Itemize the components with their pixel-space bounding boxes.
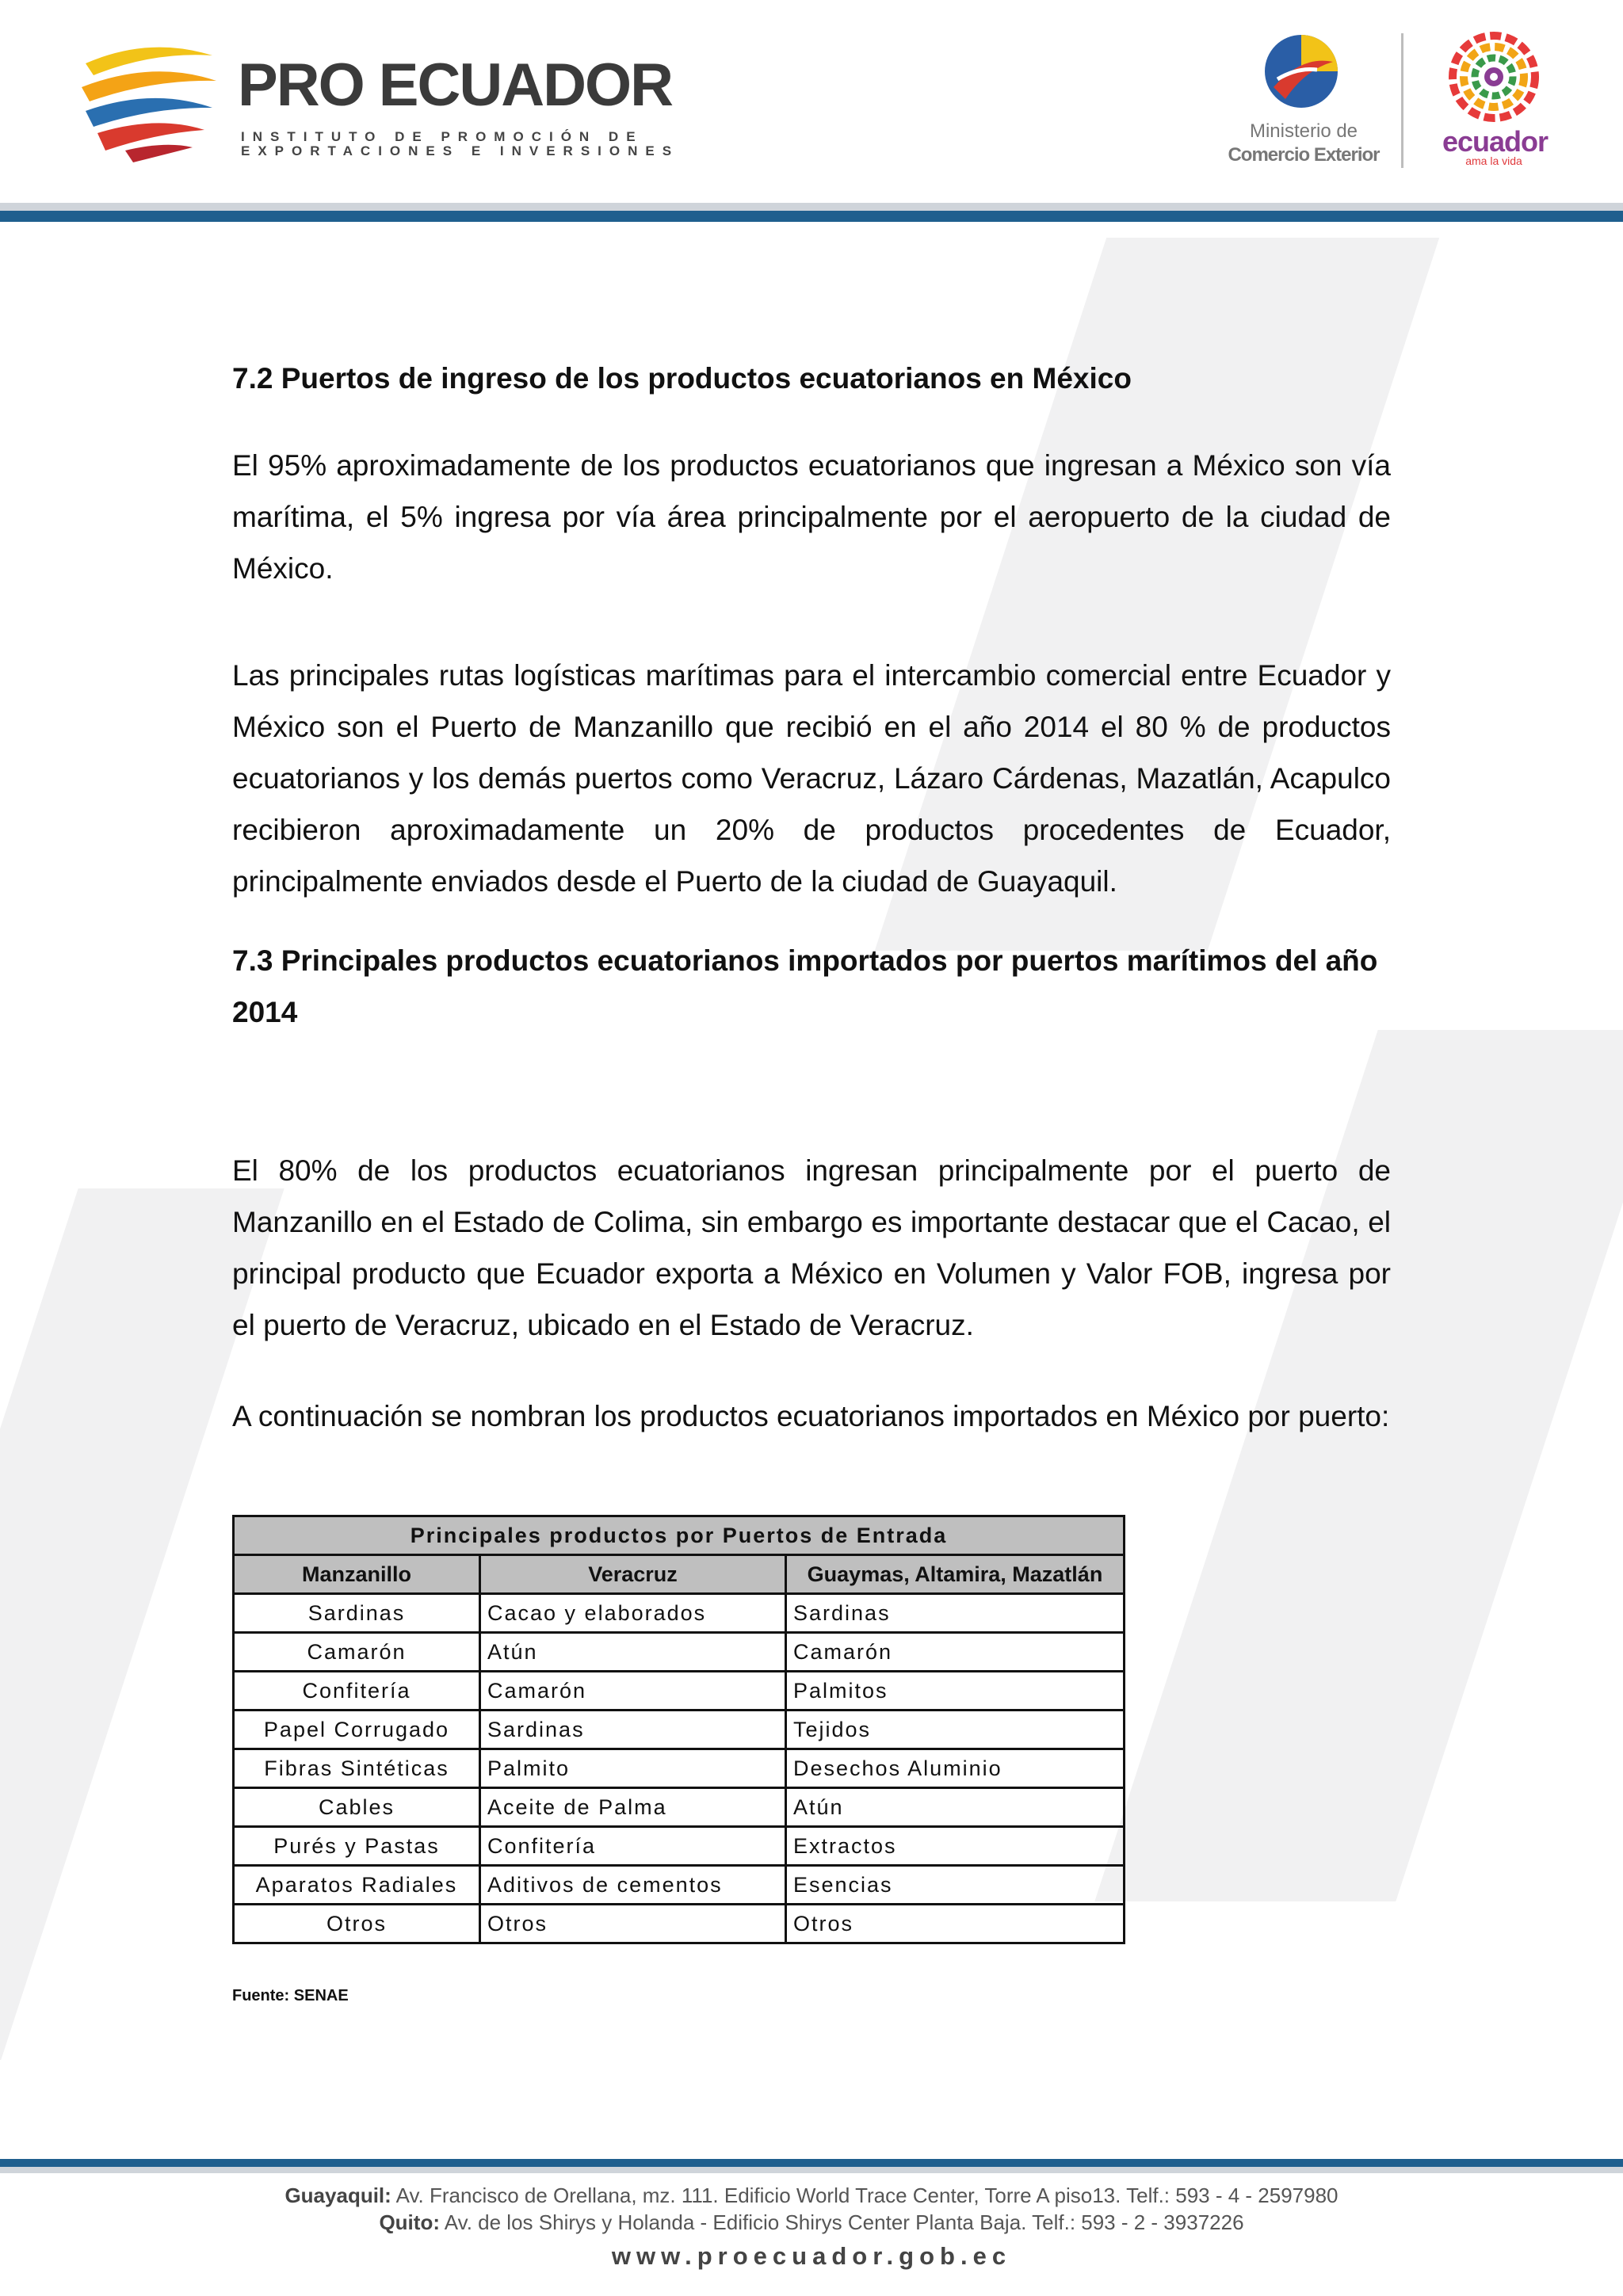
column-header-manzanillo: Manzanillo [234, 1555, 480, 1594]
table-cell: Aditivos de cementos [480, 1866, 786, 1905]
table-caption-row [234, 1516, 1125, 1555]
table-cell: Otros [234, 1905, 480, 1943]
pro-ecuador-swirl-icon [78, 32, 220, 166]
section-72-paragraph-1: El 95% aproximadamente de los productos ecuatorianos que ingresan a México son vía marítima, el 5% ingresa por vía área principalmente por el aeropuerto de la ciudad de México. [232, 449, 1391, 585]
table-cell: Purés y Pastas [234, 1827, 480, 1866]
table-cell: Cables [234, 1788, 480, 1827]
ports-products-table [232, 1515, 1125, 1944]
table-cell: Atún [480, 1633, 786, 1672]
footer-quito-text: Av. de los Shirys y Holanda - Edificio Shirys Center Planta Baja. Telf.: 593 - 2 - 3937226 [439, 2210, 1244, 2234]
section-73-paragraph-2: A continuación se nombran los productos ecuatorianos importados en México por puerto: [232, 1400, 1390, 1432]
table-cell: Sardinas [480, 1711, 786, 1749]
section-72-heading: 7.2 Puertos de ingreso de los productos ecuatorianos en México [232, 362, 1132, 395]
footer-quito-label: Quito: [379, 2210, 440, 2234]
table-row [234, 1788, 1125, 1827]
table-cell: Otros [786, 1905, 1125, 1943]
table-cell: Otros [480, 1905, 786, 1943]
table-cell: Esencias [786, 1866, 1125, 1905]
ministry-line-2: Comercio Exterior [1228, 144, 1380, 166]
section-73-heading: 7.3 Principales productos ecuatorianos importados por puertos marítimos del año 2014 [232, 944, 1378, 1028]
pro-ecuador-logo [78, 24, 680, 174]
table-cell: Sardinas [786, 1594, 1125, 1633]
table-cell: Cacao y elaborados [480, 1594, 786, 1633]
table-row [234, 1711, 1125, 1749]
footer-address-quito [0, 2210, 1623, 2235]
table-caption: Principales productos por Puertos de Entrada [234, 1516, 1125, 1555]
ministry-logo [1212, 32, 1395, 166]
section-72-paragraph-2: Las principales rutas logísticas marítimas para el intercambio comercial entre Ecuador y México son el Puerto de Manzanillo que recibió en el año 2014 el 80 % de productos ecuatorianos y los demás puertos como Veracruz, Lázaro Cárdenas, Mazatlán, Acapulco recibieron aproximadamente un 20% de productos procedentes de Ecuador, principalmente enviados desde el Puerto de la ciudad de Guayaquil. [232, 659, 1391, 898]
table-cell: Camarón [234, 1633, 480, 1672]
ecuador-ama-la-vida-logo [1442, 32, 1549, 167]
table-cell: Aparatos Radiales [234, 1866, 480, 1905]
table-row [234, 1633, 1125, 1672]
ministry-emblem-icon [1262, 32, 1341, 111]
table-cell: Extractos [786, 1827, 1125, 1866]
table-cell: Confitería [480, 1827, 786, 1866]
column-header-guaymas-altamira-mazatlan: Guaymas, Altamira, Mazatlán [786, 1555, 1125, 1594]
table-row [234, 1827, 1125, 1866]
table-cell: Papel Corrugado [234, 1711, 480, 1749]
table-cell: Desechos Aluminio [786, 1749, 1125, 1788]
table-cell: Sardinas [234, 1594, 480, 1633]
footer-website-link[interactable]: www.proecuador.gob.ec [611, 2242, 1012, 2270]
header-divider [1401, 33, 1403, 168]
footer-guayaquil-label: Guayaquil: [285, 2183, 391, 2207]
table-cell: Palmitos [786, 1672, 1125, 1711]
column-header-veracruz: Veracruz [480, 1555, 786, 1594]
brand-title: PRO ECUADOR [238, 51, 673, 119]
footer-rule-light [0, 2167, 1623, 2173]
footer-address-guayaquil [0, 2183, 1623, 2208]
table-cell: Confitería [234, 1672, 480, 1711]
table-cell: Camarón [480, 1672, 786, 1711]
table-row [234, 1672, 1125, 1711]
table-row [234, 1594, 1125, 1633]
ecuador-wordmark: ecuador [1442, 125, 1549, 158]
table-cell: Fibras Sintéticas [234, 1749, 480, 1788]
table-cell: Camarón [786, 1633, 1125, 1672]
footer-rule-dark [0, 2159, 1623, 2167]
ecuador-flower-icon [1446, 32, 1541, 123]
table-source-note: Fuente: SENAE [232, 1987, 349, 2004]
header-rule-light [0, 203, 1623, 211]
table-row [234, 1749, 1125, 1788]
header-rule-dark [0, 211, 1623, 222]
ministry-line-1: Ministerio de [1249, 120, 1358, 142]
ecuador-tagline: ama la vida [1465, 154, 1522, 167]
footer-guayaquil-text: Av. Francisco de Orellana, mz. 111. Edificio World Trace Center, Torre A piso13. Telf.: 593 - 4 - 2597980 [391, 2183, 1338, 2207]
table-cell: Tejidos [786, 1711, 1125, 1749]
table-cell: Aceite de Palma [480, 1788, 786, 1827]
section-73-paragraph-1: El 80% de los productos ecuatorianos ingresan principalmente por el puerto de Manzanillo en el Estado de Colima, sin embargo es importante destacar que el Cacao, el principal producto que Ecuador exporta a México en Volumen y Valor FOB, ingresa por el puerto de Veracruz, ubicado en el Estado de Veracruz. [232, 1154, 1391, 1341]
table-cell: Atún [786, 1788, 1125, 1827]
table-row [234, 1905, 1125, 1943]
table-cell: Palmito [480, 1749, 786, 1788]
page-header [0, 0, 1623, 214]
table-header-row [234, 1555, 1125, 1594]
table-row [234, 1866, 1125, 1905]
brand-subtitle: INSTITUTO DE PROMOCIÓN DE EXPORTACIONES E INVERSIONES [241, 129, 680, 158]
